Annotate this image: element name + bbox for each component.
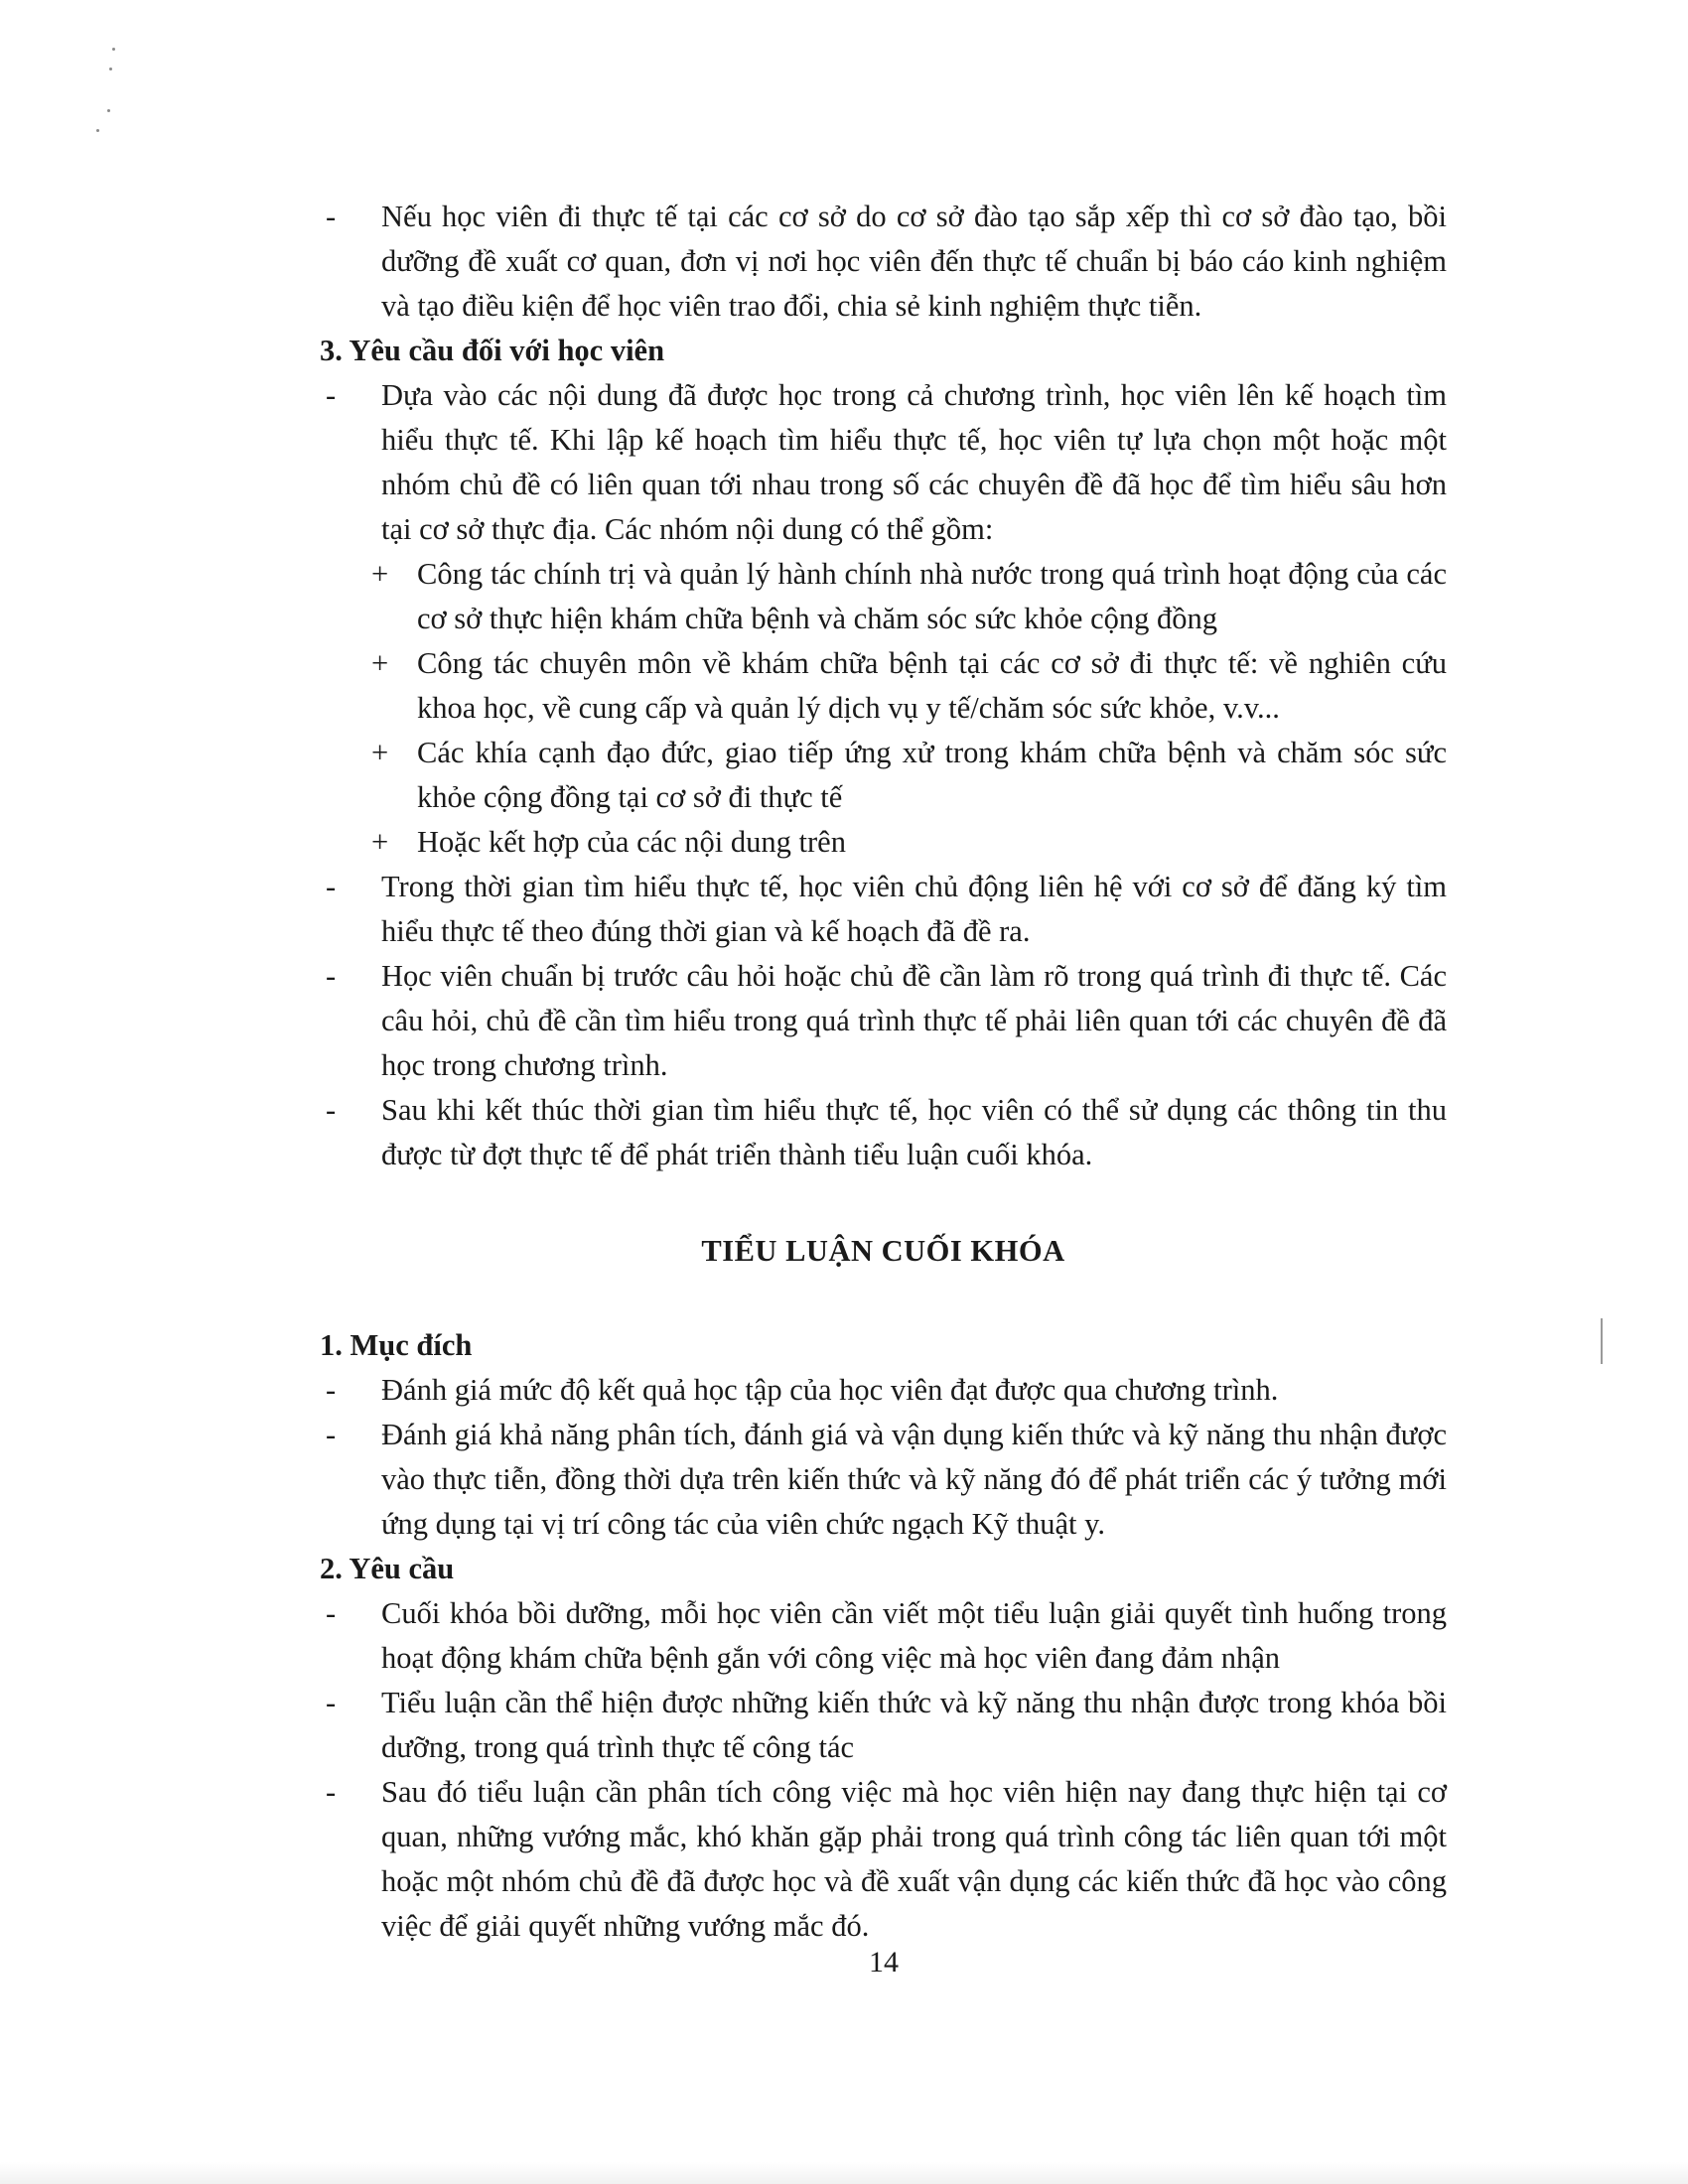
dash-marker: - <box>326 959 337 993</box>
dash-marker: - <box>326 378 337 412</box>
section-heading: 3. Yêu cầu đối với học viên <box>320 334 665 367</box>
sub-list-item <box>320 552 1447 641</box>
sub-list-item-text: Các khía cạnh đạo đức, giao tiếp ứng xử trong khám chữa bệnh và chăm sóc sức khỏe cộng đồng tại cơ sở đi thực tế <box>417 736 1447 814</box>
list-item-text: Đánh giá khả năng phân tích, đánh giá và vận dụng kiến thức và kỹ năng thu nhận được vào thực tiễn, đồng thời dựa trên kiến thức và kỹ năng đó để phát triển các ý tưởng mới ứng dụng tại vị trí công tác của viên chức ngạch Kỹ thuật y. <box>381 1418 1447 1541</box>
scan-speck <box>109 68 112 70</box>
list-item-text: Sau khi kết thúc thời gian tìm hiểu thực tế, học viên có thể sử dụng các thông tin thu được từ đợt thực tế để phát triển thành tiểu luận cuối khóa. <box>381 1093 1447 1171</box>
list-item <box>320 865 1447 954</box>
list-item <box>320 954 1447 1088</box>
dash-marker: - <box>326 870 337 903</box>
page-number: 14 <box>869 1946 899 1979</box>
sub-list-item-text: Công tác chính trị và quản lý hành chính nhà nước trong quá trình hoạt động của các cơ sở thực hiện khám chữa bệnh và chăm sóc sức khỏe cộng đồng <box>417 557 1447 635</box>
scan-speck <box>112 48 115 51</box>
plus-marker: + <box>371 736 389 769</box>
list-item <box>320 1413 1447 1547</box>
scan-speck <box>107 109 110 112</box>
sub-list-item <box>320 820 1447 865</box>
scan-bottom-edge <box>0 2162 1688 2184</box>
list-item <box>320 1681 1447 1770</box>
list-item <box>320 373 1447 552</box>
list-item <box>320 1088 1447 1177</box>
section-heading: 1. Mục đích <box>320 1328 473 1362</box>
list-item-text: Dựa vào các nội dung đã được học trong cả chương trình, học viên lên kế hoạch tìm hiểu thực tế. Khi lập kế hoạch tìm hiểu thực tế, học viên tự lựa chọn một hoặc một nhóm chủ đề có liên quan tới nhau trong số các chuyên đề đã học để tìm hiểu sâu hơn tại cơ sở thực địa. Các nhóm nội dung có thể gồm: <box>381 378 1447 546</box>
dash-marker: - <box>326 200 337 233</box>
dash-marker: - <box>326 1596 337 1630</box>
dash-marker: - <box>326 1093 337 1127</box>
dash-marker: - <box>326 1373 337 1407</box>
list-item <box>320 1591 1447 1681</box>
list-item-text: Học viên chuẩn bị trước câu hỏi hoặc chủ đề cần làm rõ trong quá trình đi thực tế. Các câu hỏi, chủ đề cần tìm hiểu trong quá trình thực tế phải liên quan tới các chuyên đề đã học trong chương trình. <box>381 959 1447 1082</box>
dash-marker: - <box>326 1418 337 1451</box>
dash-marker: - <box>326 1775 337 1809</box>
list-item-text: Đánh giá mức độ kết quả học tập của học viên đạt được qua chương trình. <box>381 1373 1279 1407</box>
list-item-text: Nếu học viên đi thực tế tại các cơ sở do cơ sở đào tạo sắp xếp thì cơ sở đào tạo, bồi dưỡng đề xuất cơ quan, đơn vị nơi học viên đến thực tế chuẩn bị báo cáo kinh nghiệm và tạo điều kiện để học viên trao đổi, chia sẻ kinh nghiệm thực tiễn. <box>381 200 1447 323</box>
list-item <box>320 1770 1447 1949</box>
sub-list-item <box>320 641 1447 731</box>
plus-marker: + <box>371 557 389 591</box>
dash-marker: - <box>326 1686 337 1719</box>
scan-margin-line <box>1601 1318 1603 1364</box>
list-item-text: Tiểu luận cần thể hiện được những kiến thức và kỹ năng thu nhận được trong khóa bồi dưỡng, trong quá trình thực tế công tác <box>381 1686 1447 1764</box>
list-item-text: Cuối khóa bồi dưỡng, mỗi học viên cần viết một tiểu luận giải quyết tình huống trong hoạt động khám chữa bệnh gắn với công việc mà học viên đang đảm nhận <box>381 1596 1447 1675</box>
plus-marker: + <box>371 646 389 680</box>
sub-list-item-text: Công tác chuyên môn về khám chữa bệnh tại các cơ sở đi thực tế: về nghiên cứu khoa học, về cung cấp và quản lý dịch vụ y tế/chăm sóc sức khỏe, v.v... <box>417 646 1447 725</box>
list-item <box>320 195 1447 329</box>
page-body <box>320 195 1447 1949</box>
essay-title: TIỂU LUẬN CUỐI KHÓA <box>701 1234 1065 1268</box>
sub-list-item-text: Hoặc kết hợp của các nội dung trên <box>417 825 846 859</box>
plus-marker: + <box>371 825 389 859</box>
list-item <box>320 1368 1447 1413</box>
list-item-text: Sau đó tiểu luận cần phân tích công việc mà học viên hiện nay đang thực hiện tại cơ quan, những vướng mắc, khó khăn gặp phải trong quá trình công tác liên quan tới một hoặc một nhóm chủ đề đã được học và đề xuất vận dụng các kiến thức đã học vào công việc để giải quyết những vướng mắc đó. <box>381 1775 1447 1943</box>
list-item-text: Trong thời gian tìm hiểu thực tế, học viên chủ động liên hệ với cơ sở để đăng ký tìm hiểu thực tế theo đúng thời gian và kế hoạch đã đề ra. <box>381 870 1447 948</box>
scan-speck <box>96 129 99 132</box>
section-heading: 2. Yêu cầu <box>320 1552 455 1585</box>
sub-list-item <box>320 731 1447 820</box>
